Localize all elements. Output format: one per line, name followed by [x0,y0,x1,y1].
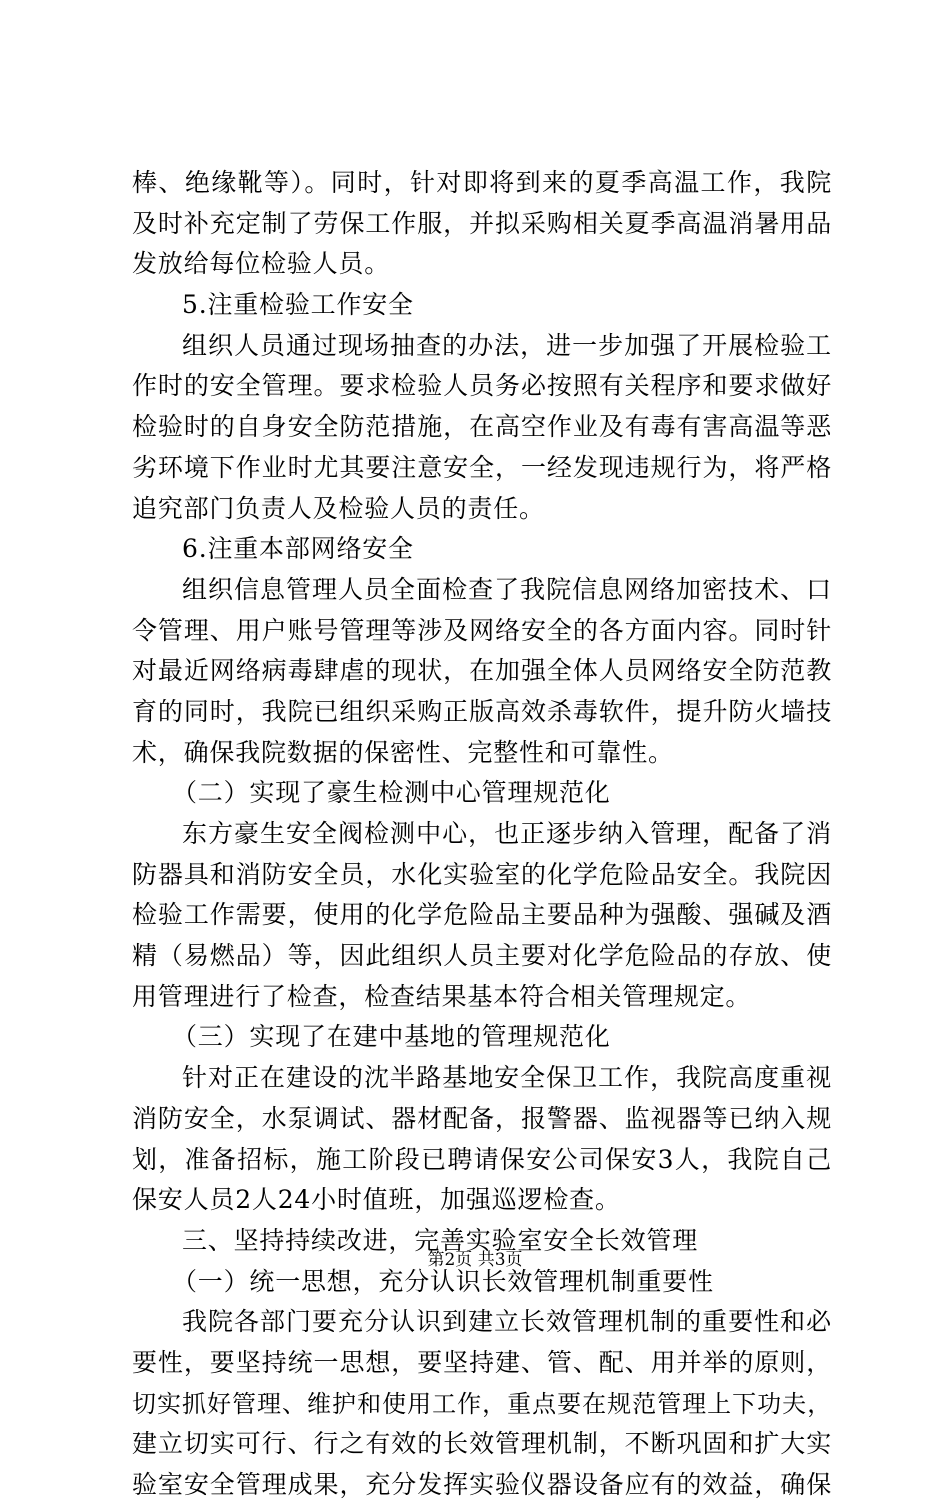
paragraph-line: 针对正在建设的沈半路基地安全保卫工作，我院高度重视 [182,1063,832,1093]
section-heading-line: 6.注重本部网络安全 [182,534,414,564]
page-footer [0,1250,950,1270]
paragraph-line: 保安人员2人24小时值班，加强巡逻检查。 [132,1185,621,1215]
paragraph-line: 我院各部门要充分认识到建立长效管理机制的重要性和必 [182,1307,832,1337]
paragraph-line: 东方豪生安全阀检测中心，也正逐步纳入管理，配备了消 [182,819,832,848]
paragraph-line: 切实抓好管理、维护和使用工作，重点要在规范管理上下功夫， [132,1389,832,1418]
paragraph-line: 划，准备招标，施工阶段已聘请保安公司保安3人，我院自己 [132,1144,832,1174]
document-body [132,163,832,1506]
page-number-label: 第2页 共3页 [427,1250,523,1270]
paragraph-line: 育的同时，我院已组织采购正版高效杀毒软件，提升防火墙技 [132,696,832,726]
paragraph-line: 作时的安全管理。要求检验人员务必按照有关程序和要求做好 [132,371,832,401]
paragraph-line: 用管理进行了检查，检查结果基本符合相关管理规定。 [132,981,752,1011]
section-heading-line: （一）统一思想，充分认识长效管理机制重要性 [172,1266,714,1296]
section-heading-line: （三）实现了在建中基地的管理规范化 [172,1022,611,1052]
paragraph-line: 防器具和消防安全员，水化实验室的化学危险品安全。我院因 [132,859,832,889]
paragraph-line: 验室安全管理成果，充分发挥实验仪器设备应有的效益，确保 [132,1470,832,1499]
paragraph-line: 消防安全，水泵调试、器材配备，报警器、监视器等已纳入规 [132,1103,832,1133]
paragraph-line: 追究部门负责人及检验人员的责任。 [132,493,545,523]
section-heading-line: （二）实现了豪生检测中心管理规范化 [172,778,611,808]
paragraph-line: 组织人员通过现场抽查的办法，进一步加强了开展检验工 [182,330,832,360]
paragraph-line: 发放给每位检验人员。 [132,249,391,279]
paragraph-line: 建立切实可行、行之有效的长效管理机制，不断巩固和扩大实 [132,1429,832,1459]
section-heading-line: 三、坚持持续改进，完善实验室安全长效管理 [182,1225,699,1255]
paragraph-line: 精（易燃品）等，因此组织人员主要对化学危险品的存放、使 [132,941,832,971]
paragraph-line: 棒、绝缘靴等）。同时，针对即将到来的夏季高温工作，我院 [132,168,832,197]
paragraph-line: 令管理、用户账号管理等涉及网络安全的各方面内容。同时针 [132,615,832,645]
paragraph-line: 检验工作需要，使用的化学危险品主要品种为强酸、强碱及酒 [132,900,832,930]
section-heading-line: 5.注重检验工作安全 [182,290,414,320]
paragraph-line: 对最近网络病毒肆虐的现状，在加强全体人员网络安全防范教 [132,656,832,686]
paragraph-line: 检验时的自身安全防范措施，在高空作业及有毒有害高温等恶 [132,412,832,442]
paragraph-line: 术，确保我院数据的保密性、完整性和可靠性。 [132,737,674,767]
paragraph-line: 及时补充定制了劳保工作服，并拟采购相关夏季高温消暑用品 [132,208,832,238]
paragraph-line: 劣环境下作业时尤其要注意安全，一经发现违规行为，将严格 [132,452,832,482]
paragraph-line: 组织信息管理人员全面检查了我院信息网络加密技术、口 [182,574,832,604]
paragraph-line: 要性，要坚持统一思想，要坚持建、管、配、用并举的原则， [132,1347,832,1377]
